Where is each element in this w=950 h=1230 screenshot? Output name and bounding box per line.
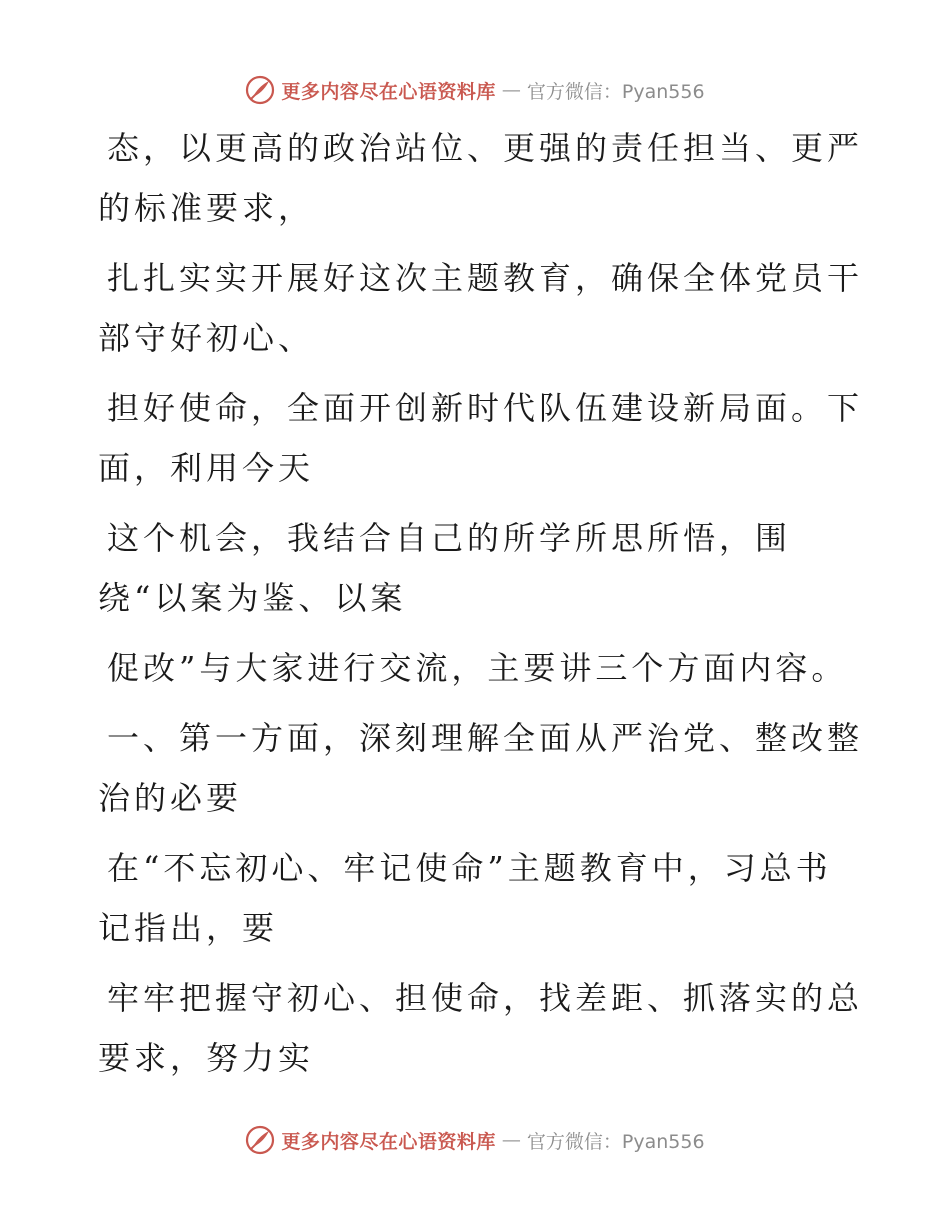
text-line: 治的必要 [98,779,243,817]
text-line: 一、第一方面，深刻理解全面从严治党、整改整 [107,719,864,757]
text-line: 要求，努力实 [98,1039,315,1077]
watermark-separator: — [501,79,521,101]
paragraph [98,118,864,238]
text-line: 扎扎实实开展好这次主题教育，确保全体党员干 [107,259,864,297]
text-line: 记指出，要 [98,909,279,947]
text-line: 这个机会，我结合自己的所学所思所悟，围 [107,519,792,557]
text-line: 牢牢把握守初心、担使命，找差距、抓落实的总 [107,979,864,1017]
paragraph [98,838,833,958]
watermark-separator: — [501,1129,521,1151]
text-line: 面，利用今天 [98,449,315,487]
watermark-wechat: 官方微信：Pyan556 [526,80,705,103]
paragraph [98,968,864,1088]
watermark-wechat: 官方微信：Pyan556 [526,1130,705,1153]
text-line: 态，以更高的政治站位、更强的责任担当、更严 [107,129,864,167]
feather-pen-logo-icon [245,75,275,105]
document-body [98,118,864,1098]
text-line: 的标准要求， [98,189,315,227]
paragraph [98,378,864,498]
feather-pen-logo-icon [245,1125,275,1155]
footer-watermark [0,1120,950,1160]
paragraph [98,248,864,368]
text-line: 促改”与大家进行交流，主要讲三个方面内容。 [107,649,848,687]
watermark-brand: 更多内容尽在心语资料库 [281,80,496,103]
header-watermark [0,70,950,110]
section-heading [98,708,864,828]
watermark-brand: 更多内容尽在心语资料库 [281,1130,496,1153]
paragraph [98,638,848,698]
text-line: 在“不忘初心、牢记使命”主题教育中，习总书 [107,849,832,887]
text-line: 部守好初心、 [98,319,315,357]
text-line: 绕“以案为鉴、以案 [98,579,407,617]
text-line: 担好使命，全面开创新时代队伍建设新局面。下 [107,389,864,427]
paragraph [98,508,833,628]
